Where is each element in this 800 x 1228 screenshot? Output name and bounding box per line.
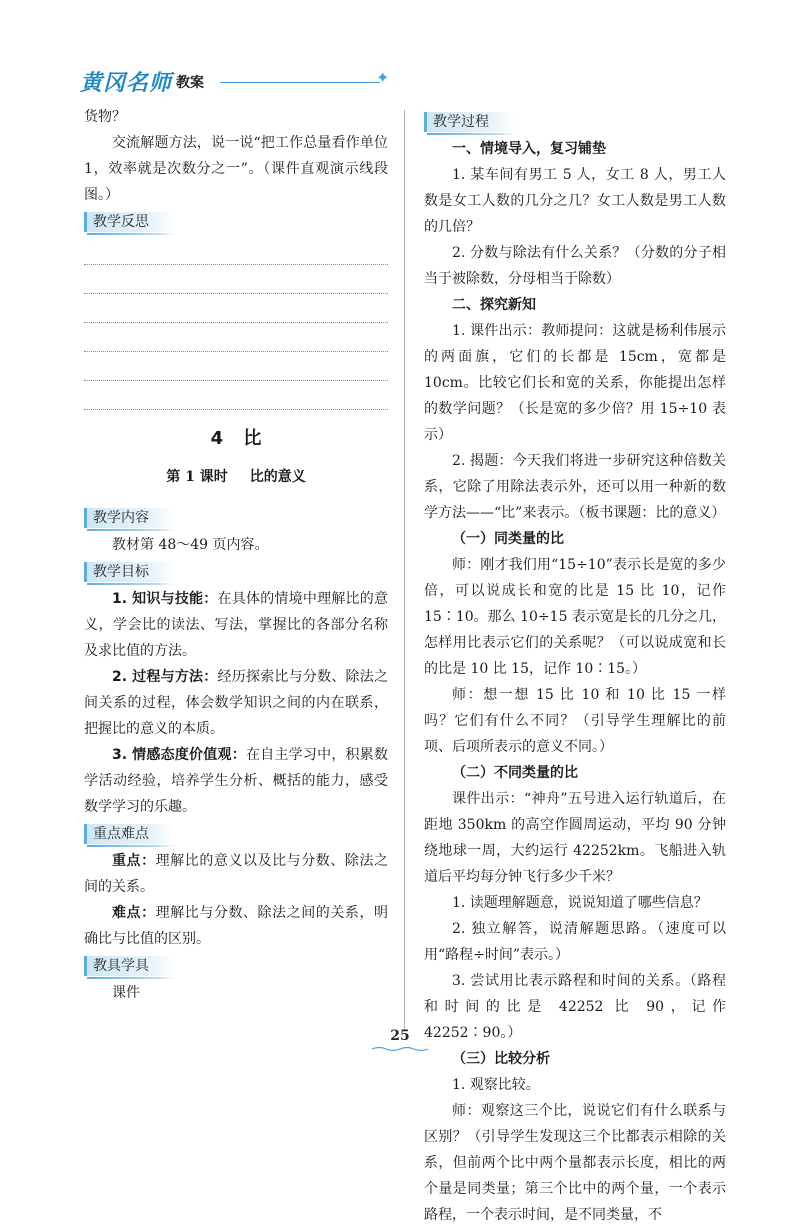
subsection-heading [424,760,726,786]
brand-logo: 黄冈名师 [80,71,173,96]
tools-text: 课件 [112,985,140,1001]
section-tag-content: 教学内容 [84,508,175,528]
lesson-heading [84,464,388,490]
goal-text: 在具体的情境中理解比的意义，学会比的读法、写法，掌握比的各部分名称及求比值的方法。 [84,591,388,659]
goal-text: 经历探索比与分数、除法之间关系的过程，体会数学知识之间的内在联系，把握比的意义的本质。 [84,669,388,737]
page-number: 25 [390,1028,410,1044]
goal-text: 在自主学习中，积累数学活动经验，培养学生分析、概括的能力，感受数学学习的乐趣。 [84,747,388,815]
header-rule [220,82,380,83]
difficulty-text: 理解比与分数、除法之间的关系，明确比与比值的区别。 [84,905,389,947]
paragraph: 师：刚才我们用“15÷10”表示长是宽的多少倍，可以说成长和宽的比是 15 比 10，记作 15∶10。那么 10÷15 表示宽是长的几分之几，怎样用比表示它们的关系呢？（可以说成宽和长的比是 10 比 15，记作 10∶15。） [424,557,726,677]
section-tag-goals: 教学目标 [84,562,175,582]
section-tag-reflection: 教学反思 [84,212,175,232]
dotted-line [84,381,388,410]
section-tag-process: 教学过程 [424,112,515,132]
section-tag-tools: 教具学具 [84,956,175,976]
intro-line: 货物？ [84,109,126,125]
dotted-line [84,236,388,265]
goal-label: 1. 知识与技能： [112,591,218,607]
paragraph: 2. 揭题：今天我们将进一步研究这种倍数关系，它除了用除法表示外，还可以用一种新的数学方法——“比”来表示。（板书课题：比的意义） [424,453,726,521]
subsection-heading [424,1046,726,1072]
dotted-line [84,352,388,381]
goal-item [84,664,388,742]
section-heading [424,292,726,318]
dotted-line [84,265,388,294]
paragraph: 1. 读题理解题意，说说知道了哪些信息？ [452,895,708,911]
section1-title: 一、情境导入，复习铺垫 [452,141,606,157]
sub2-title: （二）不同类量的比 [452,765,578,781]
page-number-ornament [372,1046,428,1052]
sparkle-icon: ✦ [376,68,390,87]
difficulty-label: 难点： [112,905,156,921]
paragraph: 3. 尝试用比表示路程和时间的关系。（路程和时间的比是 42252 比 90，记作 42252∶90。） [424,973,726,1041]
dotted-line [84,323,388,352]
key-label: 重点： [112,853,156,869]
reflection-lines [84,236,388,410]
key-text: 理解比的意义以及比与分数、除法之间的关系。 [84,853,389,895]
goal-item [84,586,388,664]
left-column [84,104,388,1006]
column-divider [404,110,405,1030]
paragraph: 2. 分数与除法有什么关系？（分数的分子相当于被除数，分母相当于除数） [424,245,726,287]
content-text: 教材第 48～49 页内容。 [112,537,269,553]
page-header [80,64,400,94]
key-point [84,848,388,900]
sub3-title: （三）比较分析 [452,1051,550,1067]
intro-paragraph: 交流解题方法，说一说“把工作总量看作单位 1，效率就是次数分之一”。（课件直观演示线段图。） [84,135,388,203]
paragraph: 1. 某车间有男工 5 人，女工 8 人，男工人数是女工人数的几分之几？女工人数是男工人数的几倍？ [424,167,726,235]
paragraph: 课件出示：“神舟”五号进入运行轨道后，在距地 350km 的高空作圆周运动，平均 90 分钟绕地球一周，大约运行 42252km。飞船进入轨道后平均每分钟飞行多少千米？ [424,791,726,885]
lesson-number: 第 1 课时 [166,469,228,485]
right-column [424,104,726,1228]
paragraph: 师：想一想 15 比 10 和 10 比 15 一样吗？它们有什么不同？（引导学生理解比的前项、后项所表示的意义不同。） [424,687,726,755]
brand-subtitle: 教案 [176,75,204,91]
goal-label: 2. 过程与方法： [112,669,218,685]
sub1-title: （一）同类量的比 [452,531,564,547]
difficulty-point [84,900,388,952]
goal-label: 3. 情感态度价值观： [112,747,246,763]
paragraph: 2. 独立解答，说清解题思路。（速度可以用“路程÷时间”表示。） [424,921,726,963]
section2-title: 二、探究新知 [452,297,536,313]
section-heading [424,136,726,162]
section-tag-keypoints: 重点难点 [84,824,175,844]
dotted-line [84,294,388,323]
lesson-title: 比的意义 [249,469,306,485]
paragraph: 1. 课件出示：教师提问：这就是杨利伟展示的两面旗，它们的长都是 15cm，宽都是 10cm。比较它们长和宽的关系，你能提出怎样的数学问题？（长是宽的多少倍？用 15÷10 表示） [424,323,726,443]
paragraph: 师：观察这三个比，说说它们有什么联系与区别？（引导学生发现这三个比都表示相除的关系，但前两个比中两个量都表示长度，相比的两个量是同类量；第三个比中的两个量，一个表示路程，一个表示时间，是不同类量，不 [424,1103,726,1223]
subsection-heading [424,526,726,552]
paragraph: 1. 观察比较。 [452,1077,540,1093]
goal-item [84,742,388,820]
chapter-title: 4 比 [210,428,262,449]
